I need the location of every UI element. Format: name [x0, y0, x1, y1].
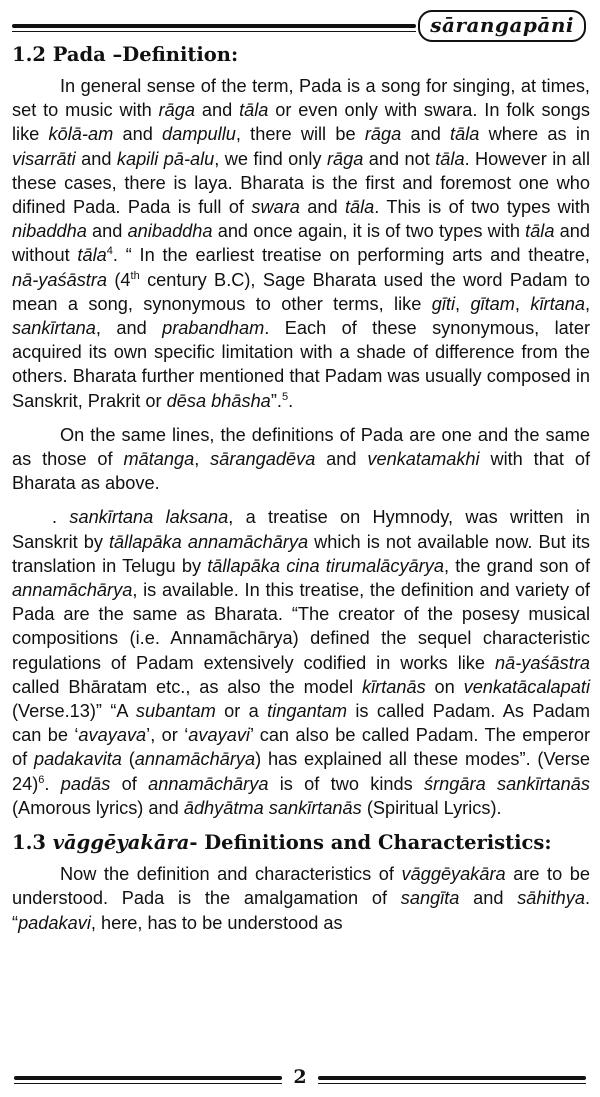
italic-term: avayava [78, 725, 147, 746]
italic-term: nā-yaśāstra [12, 269, 108, 290]
section-heading-1-3 [12, 830, 590, 856]
italic-term: sāhithya [517, 888, 585, 909]
italic-term: nibaddha [12, 221, 87, 242]
italic-term: sārangadēva [210, 449, 316, 470]
footer-rule-right [318, 1076, 586, 1080]
italic-term: śrngāra sankīrtanās [424, 773, 590, 794]
italic-term: venkatācalapati [463, 676, 590, 697]
page-header [12, 10, 586, 40]
footnote-ref: 5 [281, 390, 289, 403]
italic-term: gīti [431, 293, 455, 314]
italic-term: padās [60, 773, 111, 794]
italic-term: visarrāti [12, 148, 76, 169]
italic-term: kīrtana [530, 293, 585, 314]
italic-term: kōlā-am [48, 124, 114, 145]
italic-term: gītam [470, 293, 515, 314]
italic-term: rāga [326, 148, 364, 169]
italic-term: annamāchārya [148, 773, 269, 794]
italic-term: sangīta [400, 888, 460, 909]
italic-term: tāla [435, 148, 465, 169]
paragraph-pada-definition: In general sense of the term, Pada is a song for singing, at times, set to music with rāga and tāla or even only with swara. In folk songs like kōlā-am and dampullu, there will be rāga and tāla where as in visarrāti and kapili pā-alu, we find only rāga and not tāla. However in all these cases, there is laya. Bharata is the first and foremost one who difined Pada. Pada is full of swara and tāla. This is of two types with nibaddha and anibaddha and once again, it is of two types with tāla and without tāla$^4$. “ In the earliest treatise on performing arts and theatre, nā-yaśāstra (4th century B.C), Sage Bharata used the word Padam to mean a song, synonymous to other terms, like gīti, gītam, kīrtana, sankīrtana, and prabandham. Each of these synonymous, later acquired its own specific limitation with a shade of difference from the others. Bharata further mentioned that Padam was usually composed in Sanskrit, Prakrit or dēsa bhāsha”.$^5$. [12, 76, 591, 411]
italic-term: tāla [525, 221, 555, 242]
italic-term: tāllapāka annamāchārya [108, 531, 309, 552]
italic-term: tāla [450, 124, 480, 145]
footnote-ref: th [130, 269, 140, 282]
italic-term: subantam [135, 701, 216, 722]
italic-term: tāla [239, 100, 269, 121]
heading-rest: - Definitions and Characteristics: [189, 831, 552, 855]
section-heading-1-2: 1.2 Pada –Definition: [12, 43, 239, 66]
italic-term: tāla [344, 197, 375, 218]
heading-number: 1.3 [12, 831, 53, 855]
page-content [12, 38, 590, 945]
italic-term: tāllapāka cina tirumalācyārya [207, 555, 444, 576]
italic-term: avayavi [188, 725, 250, 746]
italic-term: tāla [77, 245, 107, 266]
italic-term: rāga [364, 124, 402, 145]
italic-term: nā-yaśāstra [494, 652, 590, 673]
paragraph-vaggeyakara: Now the definition and characteristics of vāggēyakāra are to be understood. Pada is the amalgamation of sangīta and sāhithya. “padakavi, here, has to be understood as [12, 864, 591, 933]
italic-term: venkatamakhi [367, 449, 480, 470]
italic-term: sankīrtana [12, 318, 96, 339]
italic-term: ādhyātma sankīrtanās [183, 797, 362, 818]
italic-term: annamāchārya [12, 580, 133, 601]
italic-term: mātanga [123, 449, 195, 470]
italic-term: swara [251, 197, 300, 218]
footnote-ref: 6 [38, 773, 45, 786]
italic-term: padakavi [18, 912, 91, 933]
italic-term: padakavita [33, 749, 122, 770]
page-number: 2 [293, 1066, 307, 1088]
italic-term: vāggēyakāra [401, 864, 506, 885]
italic-term: dēsa bhāsha [166, 390, 271, 411]
italic-term: annamāchārya [134, 749, 256, 770]
italic-term: kīrtanās [362, 676, 426, 697]
italic-term: sankīrtana laksana [69, 507, 229, 528]
header-rule [12, 24, 416, 28]
italic-term: anibaddha [127, 221, 213, 242]
italic-term: prabandham [162, 318, 265, 339]
footnote-ref: 4 [106, 245, 113, 258]
paragraph-same-lines: On the same lines, the definitions of Pada are one and the same as those of mātanga, sārangadēva and venkatamakhi with that of Bharata as above. [12, 424, 591, 494]
italic-term: tingantam [267, 701, 347, 722]
italic-term: kapili pā-alu [116, 148, 215, 169]
italic-term: rāga [158, 100, 196, 121]
heading-term: vāggēyakāra [52, 831, 190, 855]
italic-term: dampullu [162, 124, 236, 145]
page-footer [14, 1066, 586, 1092]
running-head: sārangapāni [418, 10, 586, 42]
paragraph-sankirtana-laksana: . sankīrtana laksana, a treatise on Hymnody, was written in Sanskrit by tāllapāka annamāchārya which is not available now. But its translation in Telugu by tāllapāka cina tirumalācyārya, the grand son of annamāchārya, is available. In this treatise, the definition and variety of Pada are the same as Bharata. “The creator of the posesy musical compositions (i.e. Annamāchārya) defined the sequel characteristic regulations of Padam extensively codified in works like nā-yaśāstra called Bhāratam etc., as also the model kīrtanās on venkatācalapati (Verse.13)” “A subantam or a tingantam is called Padam. As Padam can be ‘avayava’, or ‘avayavi’ can also be called Padam. The emperor of padakavita (annamāchārya) has explained all these modes”. (Verse 24)$^6$. padās of annamāchārya is of two kinds śrngāra sankīrtanās (Amorous lyrics) and ādhyātma sankīrtanās (Spiritual Lyrics). [12, 507, 591, 818]
